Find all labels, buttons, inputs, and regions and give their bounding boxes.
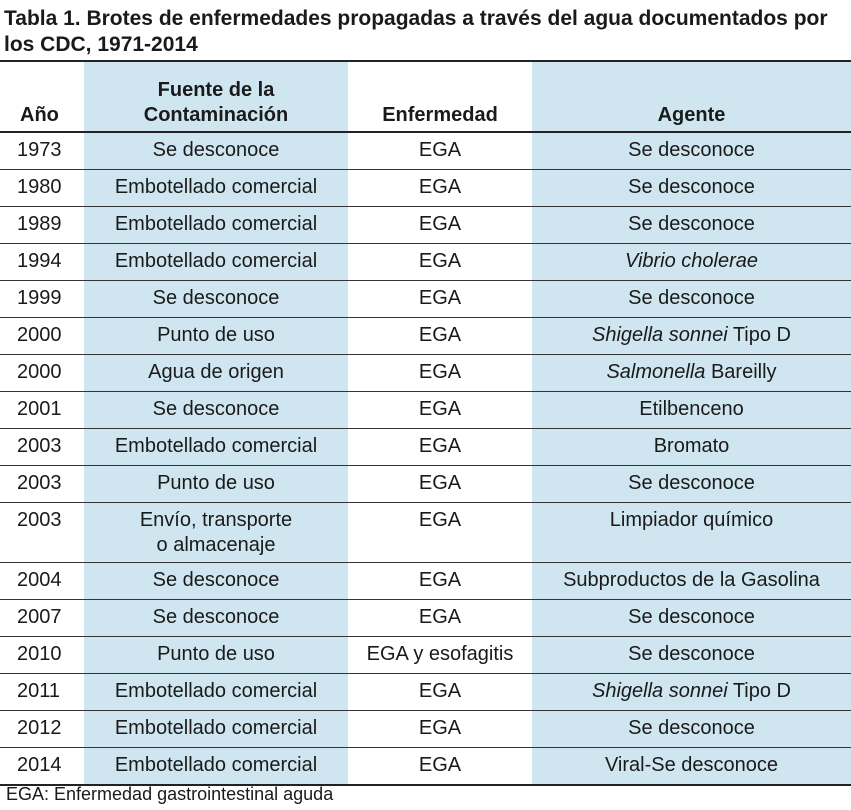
cell-agent: Bromato <box>532 429 851 466</box>
cell-year: 2000 <box>0 355 84 392</box>
cell-agent-species: Vibrio cholerae <box>624 250 759 272</box>
cell-agent: Se desconoce <box>532 637 851 674</box>
cell-year: 1994 <box>0 244 84 281</box>
cell-agent: Se desconoce <box>532 466 851 503</box>
cell-agent <box>532 244 851 281</box>
cell-year: 1980 <box>0 170 84 207</box>
table-row <box>0 711 851 748</box>
cell-source: Se desconoce <box>84 392 348 429</box>
cell-source: Embotellado comercial <box>84 429 348 466</box>
table-row <box>0 281 851 318</box>
cell-agent: Se desconoce <box>532 600 851 637</box>
table-row <box>0 244 851 281</box>
cell-disease: EGA <box>348 600 532 637</box>
cell-disease: EGA <box>348 429 532 466</box>
cell-year: 2012 <box>0 711 84 748</box>
table-row <box>0 207 851 244</box>
table-row <box>0 637 851 674</box>
header-source-line2: Contaminación <box>143 104 289 126</box>
cell-year: 1973 <box>0 132 84 170</box>
cell-source: Embotellado comercial <box>84 170 348 207</box>
table-title: Tabla 1. Brotes de enfermedades propagadas a través del agua documentados por los CDC, 1971-2014 <box>4 7 828 56</box>
table-row <box>0 355 851 392</box>
cell-agent: Se desconoce <box>532 170 851 207</box>
cell-source: Punto de uso <box>84 466 348 503</box>
outbreaks-table <box>0 60 851 786</box>
header-row <box>0 61 851 132</box>
table-row <box>0 563 851 600</box>
table-row <box>0 429 851 466</box>
table-row <box>0 132 851 170</box>
footnote: EGA: Enfermedad gastrointestinal aguda <box>6 784 334 804</box>
cell-source: Se desconoce <box>84 281 348 318</box>
cell-agent: Subproductos de la Gasolina <box>532 563 851 600</box>
cell-disease: EGA <box>348 170 532 207</box>
cell-year: 2011 <box>0 674 84 711</box>
cell-disease: EGA y esofagitis <box>348 637 532 674</box>
cell-agent-strain: Tipo D <box>727 324 791 346</box>
cell-disease: EGA <box>348 748 532 786</box>
cell-agent-species: Salmonella <box>606 361 706 383</box>
table-row <box>0 392 851 429</box>
cell-source: Agua de origen <box>84 355 348 392</box>
cell-year: 2003 <box>0 466 84 503</box>
cell-year: 2000 <box>0 318 84 355</box>
cell-agent: Se desconoce <box>532 281 851 318</box>
cell-year: 2001 <box>0 392 84 429</box>
cell-source <box>84 503 348 563</box>
cell-year: 2004 <box>0 563 84 600</box>
cell-year: 2014 <box>0 748 84 786</box>
cell-source: Se desconoce <box>84 132 348 170</box>
table-row <box>0 748 851 786</box>
cell-disease: EGA <box>348 355 532 392</box>
cell-agent <box>532 674 851 711</box>
cell-agent-strain: Tipo D <box>727 680 791 702</box>
table-row <box>0 503 851 563</box>
cell-agent: Viral-Se desconoce <box>532 748 851 786</box>
cell-disease: EGA <box>348 281 532 318</box>
cell-disease: EGA <box>348 244 532 281</box>
cell-source: Punto de uso <box>84 637 348 674</box>
cell-disease: EGA <box>348 711 532 748</box>
cell-disease: EGA <box>348 318 532 355</box>
cell-source: Embotellado comercial <box>84 711 348 748</box>
cell-disease: EGA <box>348 466 532 503</box>
cell-agent-species: Shigella sonnei <box>591 324 728 346</box>
cell-year: 2010 <box>0 637 84 674</box>
cell-agent: Etilbenceno <box>532 392 851 429</box>
cell-disease: EGA <box>348 207 532 244</box>
table-row <box>0 318 851 355</box>
cell-source: Se desconoce <box>84 563 348 600</box>
cell-year: 2007 <box>0 600 84 637</box>
cell-year: 1999 <box>0 281 84 318</box>
cell-source: Embotellado comercial <box>84 674 348 711</box>
cell-year: 2003 <box>0 503 84 563</box>
header-source <box>84 61 348 132</box>
table-row <box>0 466 851 503</box>
cell-disease: EGA <box>348 563 532 600</box>
cell-agent: Se desconoce <box>532 207 851 244</box>
cell-source: Embotellado comercial <box>84 748 348 786</box>
cell-agent <box>532 355 851 392</box>
cell-year: 2003 <box>0 429 84 466</box>
cell-disease: EGA <box>348 132 532 170</box>
table-row <box>0 600 851 637</box>
cell-disease: EGA <box>348 392 532 429</box>
cell-year: 1989 <box>0 207 84 244</box>
header-agent: Agente <box>532 61 851 132</box>
cell-source: Se desconoce <box>84 600 348 637</box>
header-year: Año <box>0 61 84 132</box>
header-disease: Enfermedad <box>348 61 532 132</box>
cell-source: Punto de uso <box>84 318 348 355</box>
cell-agent-strain: Bareilly <box>705 361 777 383</box>
header-source-line1: Fuente de la <box>157 79 275 101</box>
table-row <box>0 674 851 711</box>
cell-disease: EGA <box>348 674 532 711</box>
cell-agent-species: Shigella sonnei <box>591 680 728 702</box>
table-row <box>0 170 851 207</box>
cell-source-line2: o almacenaje <box>156 534 276 556</box>
cell-source-line1: Envío, transporte <box>139 509 293 531</box>
cell-source: Embotellado comercial <box>84 207 348 244</box>
cell-disease: EGA <box>348 503 532 563</box>
cell-agent: Limpiador químico <box>532 503 851 563</box>
cell-agent <box>532 318 851 355</box>
cell-source: Embotellado comercial <box>84 244 348 281</box>
cell-agent: Se desconoce <box>532 711 851 748</box>
cell-agent: Se desconoce <box>532 132 851 170</box>
